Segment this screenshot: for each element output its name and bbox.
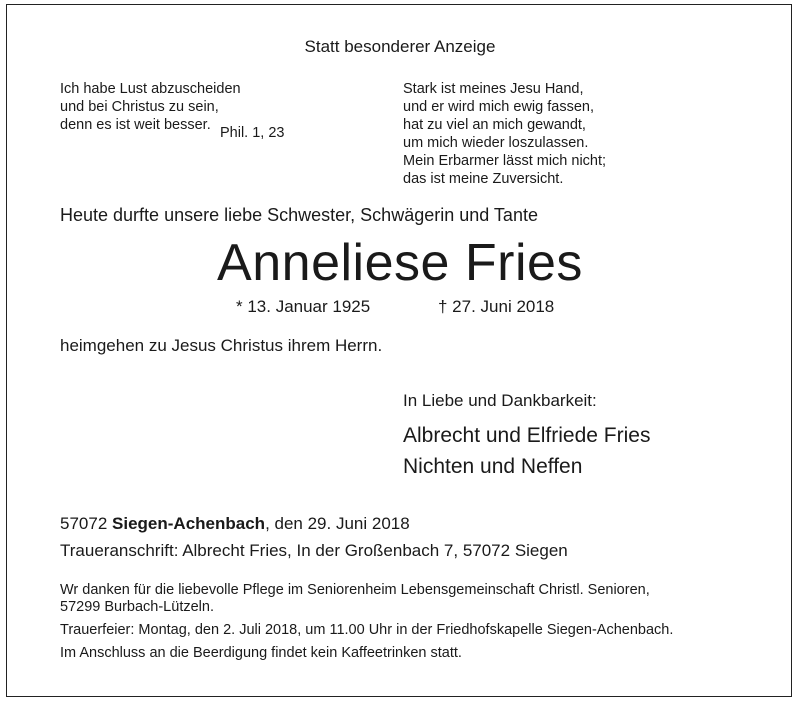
funeral-info: Trauerfeier: Montag, den 2. Juli 2018, um 11.00 Uhr in der Friedhofskapelle Siegen-Achenbach. — [60, 622, 674, 638]
place-date-line — [60, 514, 410, 534]
notes — [60, 582, 673, 662]
verse-right-line: Mein Erbarmer lässt mich nicht; — [403, 153, 607, 169]
birth-date: * 13. Januar 1925 — [236, 297, 371, 316]
notice-header: Statt besonderer Anzeige — [304, 37, 496, 56]
verse-right-line: und er wird mich ewig fassen, — [403, 99, 594, 115]
thanks-line: 57299 Burbach-Lützeln. — [60, 599, 214, 615]
verse-left-reference: Phil. 1, 23 — [220, 125, 285, 141]
mourning-address: Traueranschrift: Albrecht Fries, In der Großenbach 7, 57072 Siegen — [60, 541, 568, 560]
verse-right-line: das ist meine Zuversicht. — [403, 171, 564, 187]
verse-right-line: um mich wieder loszulassen. — [403, 135, 589, 151]
signer: Nichten und Neffen — [403, 455, 583, 478]
signer: Albrecht und Elfriede Fries — [403, 424, 651, 447]
thanks-line: Wr danken für die liebevolle Pflege im Seniorenheim Lebensgemeinschaft Christl. Senioren, — [60, 582, 650, 598]
deceased-name: Anneliese Fries — [217, 234, 583, 292]
verse-left-line: Ich habe Lust abzuscheiden — [60, 81, 241, 97]
notice-date: , den 29. Juni 2018 — [265, 514, 410, 533]
verse-right-line: Stark ist meines Jesu Hand, — [403, 81, 584, 97]
postcode: 57072 — [60, 514, 108, 533]
verse-left — [60, 80, 241, 134]
verse-right — [403, 80, 606, 188]
intro-text: Heute durfte unsere liebe Schwester, Schwägerin und Tante — [60, 205, 538, 225]
death-date: † 27. Juni 2018 — [438, 297, 555, 316]
gratitude-line: In Liebe und Dankbarkeit: — [403, 391, 597, 410]
verse-left-line: denn es ist weit besser. — [60, 117, 211, 133]
signers — [403, 420, 650, 482]
verse-right-line: hat zu viel an mich gewandt, — [403, 117, 586, 133]
verse-left-line: und bei Christus zu sein, — [60, 99, 219, 115]
passing-text: heimgehen zu Jesus Christus ihrem Herrn. — [60, 336, 383, 355]
coffee-info: Im Anschluss an die Beerdigung findet kein Kaffeetrinken statt. — [60, 645, 462, 661]
city: Siegen-Achenbach — [112, 514, 266, 533]
